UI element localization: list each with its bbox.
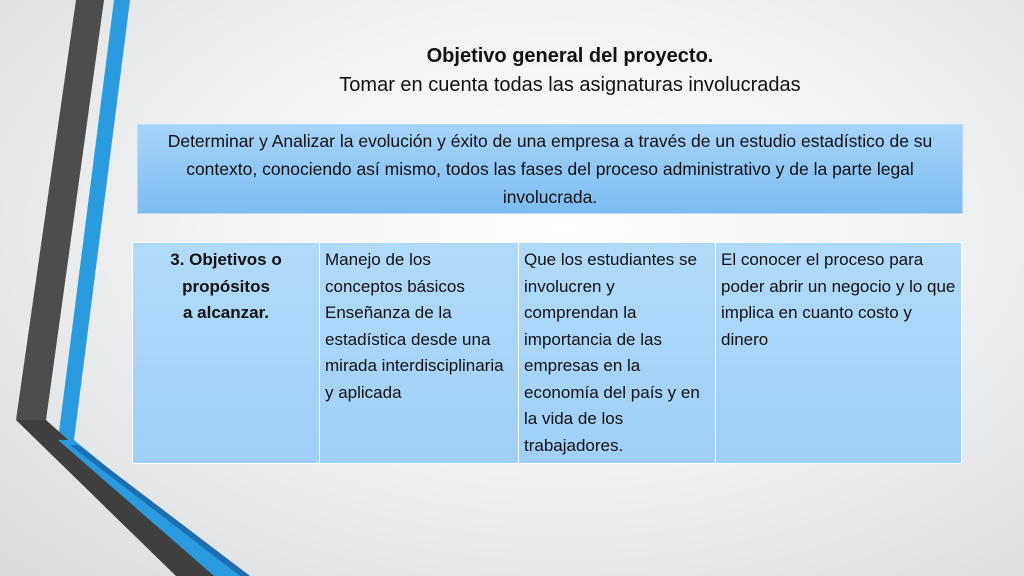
header-line: propósitos: [182, 276, 270, 296]
objectives-table: [132, 242, 962, 464]
table-row: [133, 243, 962, 464]
general-objective-box: [137, 124, 963, 214]
table-cell: Manejo de los conceptos básicos Enseñanza de la estadística desde una mirada interdisciplinaria y aplicada: [320, 243, 519, 464]
slide-title: Objetivo general del proyecto.: [426, 45, 714, 67]
table-cell: Que los estudiantes se involucren y comprendan la importancia de las empresas en la economía del país y en la vida de los trabajadores.: [519, 243, 716, 464]
slide-subtitle: Tomar en cuenta todas las asignaturas involucradas: [339, 74, 801, 96]
general-objective-text: Determinar y Analizar la evolución y éxito de una empresa a través de un estudio estadístico de su contexto, conociendo así mismo, todos las fases del proceso administrativo y de la parte legal involucrada.: [167, 131, 933, 207]
header-line: a alcanzar.: [182, 303, 269, 322]
objectives-header-cell: [133, 243, 320, 464]
header-line: 3. Objetivos o: [170, 250, 282, 269]
table-cell: El conocer el proceso para poder abrir un negocio y lo que implica en cuanto costo y dinero: [716, 243, 962, 464]
